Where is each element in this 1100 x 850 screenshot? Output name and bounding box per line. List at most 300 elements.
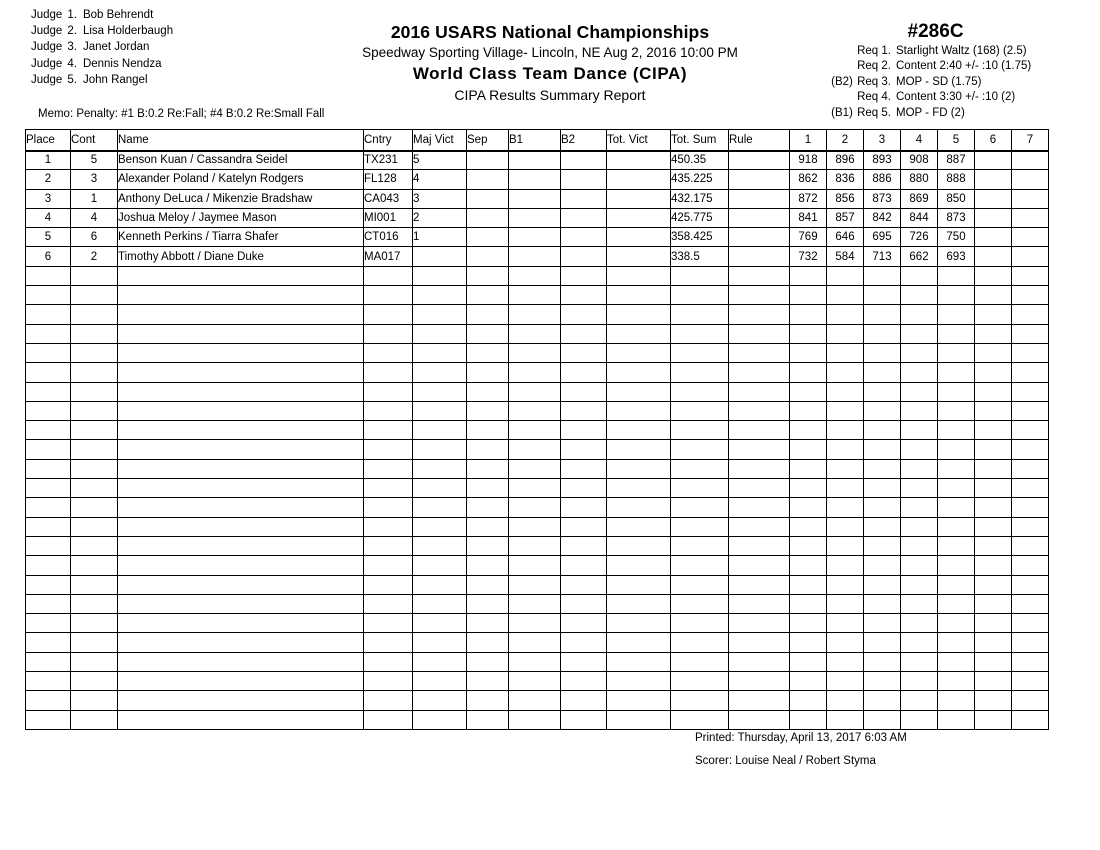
judge-score-cell: 713: [864, 247, 901, 266]
empty-cell: [790, 691, 827, 710]
empty-cell: [26, 536, 71, 555]
empty-cell: [827, 594, 864, 613]
place-cell: 3: [26, 189, 71, 208]
empty-cell: [71, 575, 118, 594]
empty-cell: [467, 286, 509, 305]
judge-score-cell: 732: [790, 247, 827, 266]
maj-vict-cell: 4: [413, 170, 467, 189]
empty-cell: [364, 633, 413, 652]
empty-cell: [729, 691, 790, 710]
empty-cell: [901, 479, 938, 498]
empty-cell: [790, 286, 827, 305]
judge-score-cell: 873: [938, 208, 975, 227]
empty-cell: [975, 343, 1012, 362]
empty-cell: [671, 575, 729, 594]
empty-cell: [509, 440, 561, 459]
empty-cell: [509, 672, 561, 691]
empty-cell: [26, 324, 71, 343]
empty-cell: [1012, 286, 1049, 305]
venue-datetime: Speedway Sporting Village- Lincoln, NE Aug 2, 2016 10:00 PM: [362, 45, 738, 60]
empty-cell: [413, 343, 467, 362]
empty-cell: [864, 401, 901, 420]
empty-cell: [975, 498, 1012, 517]
empty-cell: [71, 363, 118, 382]
empty-cell: [729, 633, 790, 652]
empty-cell: [901, 517, 938, 536]
empty-cell: [1012, 633, 1049, 652]
empty-cell: [975, 382, 1012, 401]
empty-cell: [975, 614, 1012, 633]
empty-cell: [901, 691, 938, 710]
empty-cell: [509, 459, 561, 478]
empty-cell: [71, 517, 118, 536]
empty-cell: [827, 401, 864, 420]
empty-cell: [729, 614, 790, 633]
empty-cell: [71, 324, 118, 343]
empty-cell: [827, 324, 864, 343]
empty-cell: [118, 459, 364, 478]
empty-cell: [71, 633, 118, 652]
empty-cell: [938, 266, 975, 285]
empty-cell: [790, 305, 827, 324]
place-cell: 2: [26, 170, 71, 189]
sep-cell: [467, 228, 509, 247]
empty-cell: [71, 536, 118, 555]
sep-cell: [467, 208, 509, 227]
judge-score-cell: 872: [790, 189, 827, 208]
empty-cell: [1012, 498, 1049, 517]
empty-cell: [975, 459, 1012, 478]
requirement-label: Req 4.: [857, 91, 891, 104]
empty-cell: [790, 556, 827, 575]
empty-cell: [729, 286, 790, 305]
judge-score-cell: [1012, 189, 1049, 208]
empty-cell: [671, 498, 729, 517]
empty-cell: [509, 266, 561, 285]
empty-cell: [118, 575, 364, 594]
empty-cell: [729, 421, 790, 440]
empty-cell: [413, 382, 467, 401]
empty-cell: [364, 594, 413, 613]
empty-cell: [71, 710, 118, 729]
empty-cell: [71, 266, 118, 285]
empty-cell: [607, 421, 671, 440]
tot-sum-cell: 338.5: [671, 247, 729, 266]
empty-cell: [413, 421, 467, 440]
empty-cell: [364, 324, 413, 343]
empty-cell: [467, 266, 509, 285]
empty-cell: [671, 286, 729, 305]
judge-score-cell: [975, 208, 1012, 227]
empty-cell: [827, 536, 864, 555]
empty-cell: [790, 575, 827, 594]
empty-cell: [1012, 421, 1049, 440]
rule-cell: [729, 208, 790, 227]
empty-cell: [561, 652, 607, 671]
requirement-label: Req 5.: [857, 106, 891, 119]
empty-cell: [26, 517, 71, 536]
empty-cell: [413, 594, 467, 613]
empty-cell: [938, 343, 975, 362]
requirement-row: [831, 44, 1048, 59]
empty-cell: [561, 672, 607, 691]
empty-cell: [413, 479, 467, 498]
name-cell: Benson Kuan / Cassandra Seidel: [118, 151, 364, 170]
name-cell: Anthony DeLuca / Mikenzie Bradshaw: [118, 189, 364, 208]
empty-cell: [413, 498, 467, 517]
b1-cell: [509, 228, 561, 247]
empty-cell: [864, 440, 901, 459]
empty-cell: [729, 324, 790, 343]
empty-cell: [864, 536, 901, 555]
event-title: 2016 USARS National Championships: [390, 22, 710, 42]
empty-cell: [671, 382, 729, 401]
empty-cell: [467, 421, 509, 440]
empty-cell: [790, 401, 827, 420]
judge-score-cell: [975, 170, 1012, 189]
empty-cell: [364, 421, 413, 440]
empty-cell: [938, 672, 975, 691]
printed-timestamp: Printed: Thursday, April 13, 2017 6:03 AM: [695, 732, 907, 744]
empty-cell: [671, 363, 729, 382]
empty-cell: [467, 691, 509, 710]
judge-score-cell: 908: [901, 151, 938, 170]
empty-cell: [901, 324, 938, 343]
judge-score-cell: [975, 151, 1012, 170]
empty-cell: [729, 536, 790, 555]
empty-cell: [364, 672, 413, 691]
empty-cell: [790, 536, 827, 555]
table-row-empty: [26, 343, 1049, 362]
judge-number: 4.: [67, 57, 77, 70]
empty-cell: [938, 459, 975, 478]
empty-cell: [118, 305, 364, 324]
judge-score-cell: [975, 247, 1012, 266]
empty-cell: [671, 556, 729, 575]
table-row-empty: [26, 652, 1049, 671]
table-row-empty: [26, 440, 1049, 459]
judge-score-cell: 646: [827, 228, 864, 247]
empty-cell: [364, 459, 413, 478]
place-cell: 4: [26, 208, 71, 227]
empty-cell: [938, 479, 975, 498]
empty-cell: [413, 614, 467, 633]
column-header: 2: [827, 130, 864, 151]
empty-cell: [561, 536, 607, 555]
empty-cell: [413, 536, 467, 555]
empty-cell: [118, 498, 364, 517]
empty-cell: [71, 672, 118, 691]
empty-cell: [364, 363, 413, 382]
empty-cell: [364, 286, 413, 305]
empty-cell: [118, 266, 364, 285]
country-cell: CA043: [364, 189, 413, 208]
empty-cell: [864, 691, 901, 710]
empty-cell: [729, 556, 790, 575]
table-row-empty: [26, 459, 1049, 478]
empty-cell: [901, 459, 938, 478]
empty-cell: [729, 672, 790, 691]
column-header: Cntry: [364, 130, 413, 151]
contestant-number-cell: 1: [71, 189, 118, 208]
empty-cell: [938, 594, 975, 613]
maj-vict-cell: 5: [413, 151, 467, 170]
empty-cell: [467, 498, 509, 517]
empty-cell: [364, 517, 413, 536]
empty-cell: [509, 556, 561, 575]
empty-cell: [364, 401, 413, 420]
empty-cell: [509, 305, 561, 324]
empty-cell: [671, 401, 729, 420]
empty-cell: [509, 479, 561, 498]
empty-cell: [671, 652, 729, 671]
empty-cell: [26, 382, 71, 401]
empty-cell: [901, 440, 938, 459]
judge-number: 3.: [67, 41, 77, 54]
judge-score-cell: 836: [827, 170, 864, 189]
empty-cell: [26, 672, 71, 691]
requirement-text: Starlight Waltz (168) (2.5): [896, 45, 1027, 57]
requirement-row: [831, 75, 1048, 90]
empty-cell: [561, 575, 607, 594]
empty-cell: [790, 498, 827, 517]
table-row-empty: [26, 633, 1049, 652]
empty-cell: [509, 517, 561, 536]
judge-name: John Rangel: [82, 73, 148, 86]
report-subtitle: CIPA Results Summary Report: [454, 87, 646, 103]
empty-cell: [864, 382, 901, 401]
table-row: [26, 208, 1049, 227]
requirement-bonus-tag: (B2): [831, 75, 853, 88]
empty-cell: [1012, 517, 1049, 536]
tot-vict-cell: [607, 151, 671, 170]
empty-cell: [413, 401, 467, 420]
empty-cell: [1012, 363, 1049, 382]
empty-cell: [975, 594, 1012, 613]
empty-cell: [561, 459, 607, 478]
place-cell: 1: [26, 151, 71, 170]
judge-score-cell: 873: [864, 189, 901, 208]
empty-cell: [975, 479, 1012, 498]
empty-cell: [467, 517, 509, 536]
empty-cell: [827, 517, 864, 536]
empty-cell: [118, 517, 364, 536]
judge-score-cell: 842: [864, 208, 901, 227]
empty-cell: [561, 401, 607, 420]
empty-cell: [1012, 459, 1049, 478]
empty-cell: [938, 363, 975, 382]
empty-cell: [671, 672, 729, 691]
judge-number: 2.: [67, 25, 77, 38]
empty-cell: [607, 498, 671, 517]
empty-cell: [467, 672, 509, 691]
empty-cell: [26, 363, 71, 382]
judge-label: Judge: [31, 9, 63, 21]
empty-cell: [790, 614, 827, 633]
empty-cell: [467, 382, 509, 401]
empty-cell: [790, 343, 827, 362]
empty-cell: [364, 652, 413, 671]
class-title: World Class Team Dance (CIPA): [412, 64, 688, 83]
empty-cell: [975, 305, 1012, 324]
empty-cell: [938, 324, 975, 343]
empty-cell: [118, 536, 364, 555]
judge-score-cell: 662: [901, 247, 938, 266]
empty-cell: [938, 710, 975, 729]
judge-score-cell: 726: [901, 228, 938, 247]
empty-cell: [413, 266, 467, 285]
empty-cell: [607, 286, 671, 305]
tot-vict-cell: [607, 208, 671, 227]
tot-sum-cell: 358.425: [671, 228, 729, 247]
empty-cell: [901, 556, 938, 575]
empty-cell: [26, 440, 71, 459]
empty-cell: [729, 652, 790, 671]
empty-cell: [364, 343, 413, 362]
empty-cell: [671, 614, 729, 633]
empty-cell: [790, 382, 827, 401]
empty-cell: [975, 633, 1012, 652]
empty-cell: [413, 286, 467, 305]
empty-cell: [413, 556, 467, 575]
empty-cell: [1012, 614, 1049, 633]
empty-cell: [467, 440, 509, 459]
table-row-empty: [26, 421, 1049, 440]
empty-cell: [671, 305, 729, 324]
empty-cell: [607, 556, 671, 575]
empty-cell: [118, 710, 364, 729]
empty-cell: [671, 691, 729, 710]
judge-score-cell: 893: [864, 151, 901, 170]
empty-cell: [1012, 556, 1049, 575]
empty-cell: [864, 517, 901, 536]
empty-cell: [938, 575, 975, 594]
empty-cell: [901, 286, 938, 305]
empty-cell: [26, 479, 71, 498]
empty-cell: [467, 556, 509, 575]
empty-cell: [864, 266, 901, 285]
judge-label: Judge: [31, 73, 63, 86]
empty-cell: [26, 401, 71, 420]
tot-vict-cell: [607, 189, 671, 208]
results-table: [25, 129, 1049, 730]
column-header: Tot. Vict: [607, 130, 671, 151]
empty-cell: [1012, 305, 1049, 324]
empty-cell: [118, 556, 364, 575]
empty-cell: [561, 556, 607, 575]
empty-cell: [509, 286, 561, 305]
empty-cell: [71, 305, 118, 324]
empty-cell: [561, 421, 607, 440]
table-row: [26, 247, 1049, 266]
empty-cell: [413, 363, 467, 382]
empty-cell: [975, 401, 1012, 420]
empty-cell: [467, 633, 509, 652]
empty-cell: [827, 672, 864, 691]
empty-cell: [26, 633, 71, 652]
table-row-empty: [26, 382, 1049, 401]
empty-cell: [26, 286, 71, 305]
empty-cell: [1012, 594, 1049, 613]
table-row: [26, 170, 1049, 189]
empty-cell: [975, 421, 1012, 440]
empty-cell: [1012, 382, 1049, 401]
empty-cell: [607, 479, 671, 498]
empty-cell: [561, 594, 607, 613]
empty-cell: [827, 633, 864, 652]
empty-cell: [413, 575, 467, 594]
empty-cell: [413, 691, 467, 710]
empty-cell: [1012, 575, 1049, 594]
column-header: Sep: [467, 130, 509, 151]
requirement-bonus-tag: (B1): [831, 106, 853, 119]
judge-entry: [31, 56, 173, 72]
table-row-empty: [26, 575, 1049, 594]
empty-cell: [1012, 324, 1049, 343]
empty-cell: [607, 382, 671, 401]
empty-cell: [901, 614, 938, 633]
empty-cell: [364, 536, 413, 555]
empty-cell: [975, 266, 1012, 285]
empty-cell: [938, 556, 975, 575]
empty-cell: [467, 652, 509, 671]
b1-cell: [509, 247, 561, 266]
table-row-empty: [26, 691, 1049, 710]
empty-cell: [827, 421, 864, 440]
empty-cell: [118, 382, 364, 401]
report-header: [180, 22, 920, 106]
empty-cell: [864, 652, 901, 671]
table-row-empty: [26, 401, 1049, 420]
empty-cell: [509, 343, 561, 362]
empty-cell: [71, 459, 118, 478]
name-cell: Joshua Meloy / Jaymee Mason: [118, 208, 364, 227]
empty-cell: [790, 421, 827, 440]
contestant-number-cell: 2: [71, 247, 118, 266]
empty-cell: [364, 440, 413, 459]
tot-sum-cell: 425.775: [671, 208, 729, 227]
empty-cell: [864, 575, 901, 594]
empty-cell: [901, 672, 938, 691]
tot-sum-cell: 432.175: [671, 189, 729, 208]
table-row-empty: [26, 286, 1049, 305]
empty-cell: [364, 556, 413, 575]
empty-cell: [607, 633, 671, 652]
rule-cell: [729, 247, 790, 266]
empty-cell: [118, 633, 364, 652]
empty-cell: [71, 421, 118, 440]
empty-cell: [413, 517, 467, 536]
empty-cell: [729, 479, 790, 498]
column-header: Cont: [71, 130, 118, 151]
empty-cell: [26, 575, 71, 594]
empty-cell: [413, 672, 467, 691]
empty-cell: [901, 594, 938, 613]
empty-cell: [938, 691, 975, 710]
b1-cell: [509, 170, 561, 189]
empty-cell: [509, 614, 561, 633]
column-header: 6: [975, 130, 1012, 151]
empty-cell: [509, 498, 561, 517]
empty-cell: [671, 324, 729, 343]
tot-vict-cell: [607, 228, 671, 247]
table-row-empty: [26, 498, 1049, 517]
empty-cell: [975, 286, 1012, 305]
requirements-list: [831, 44, 1048, 121]
empty-cell: [1012, 672, 1049, 691]
empty-cell: [71, 440, 118, 459]
rule-cell: [729, 189, 790, 208]
